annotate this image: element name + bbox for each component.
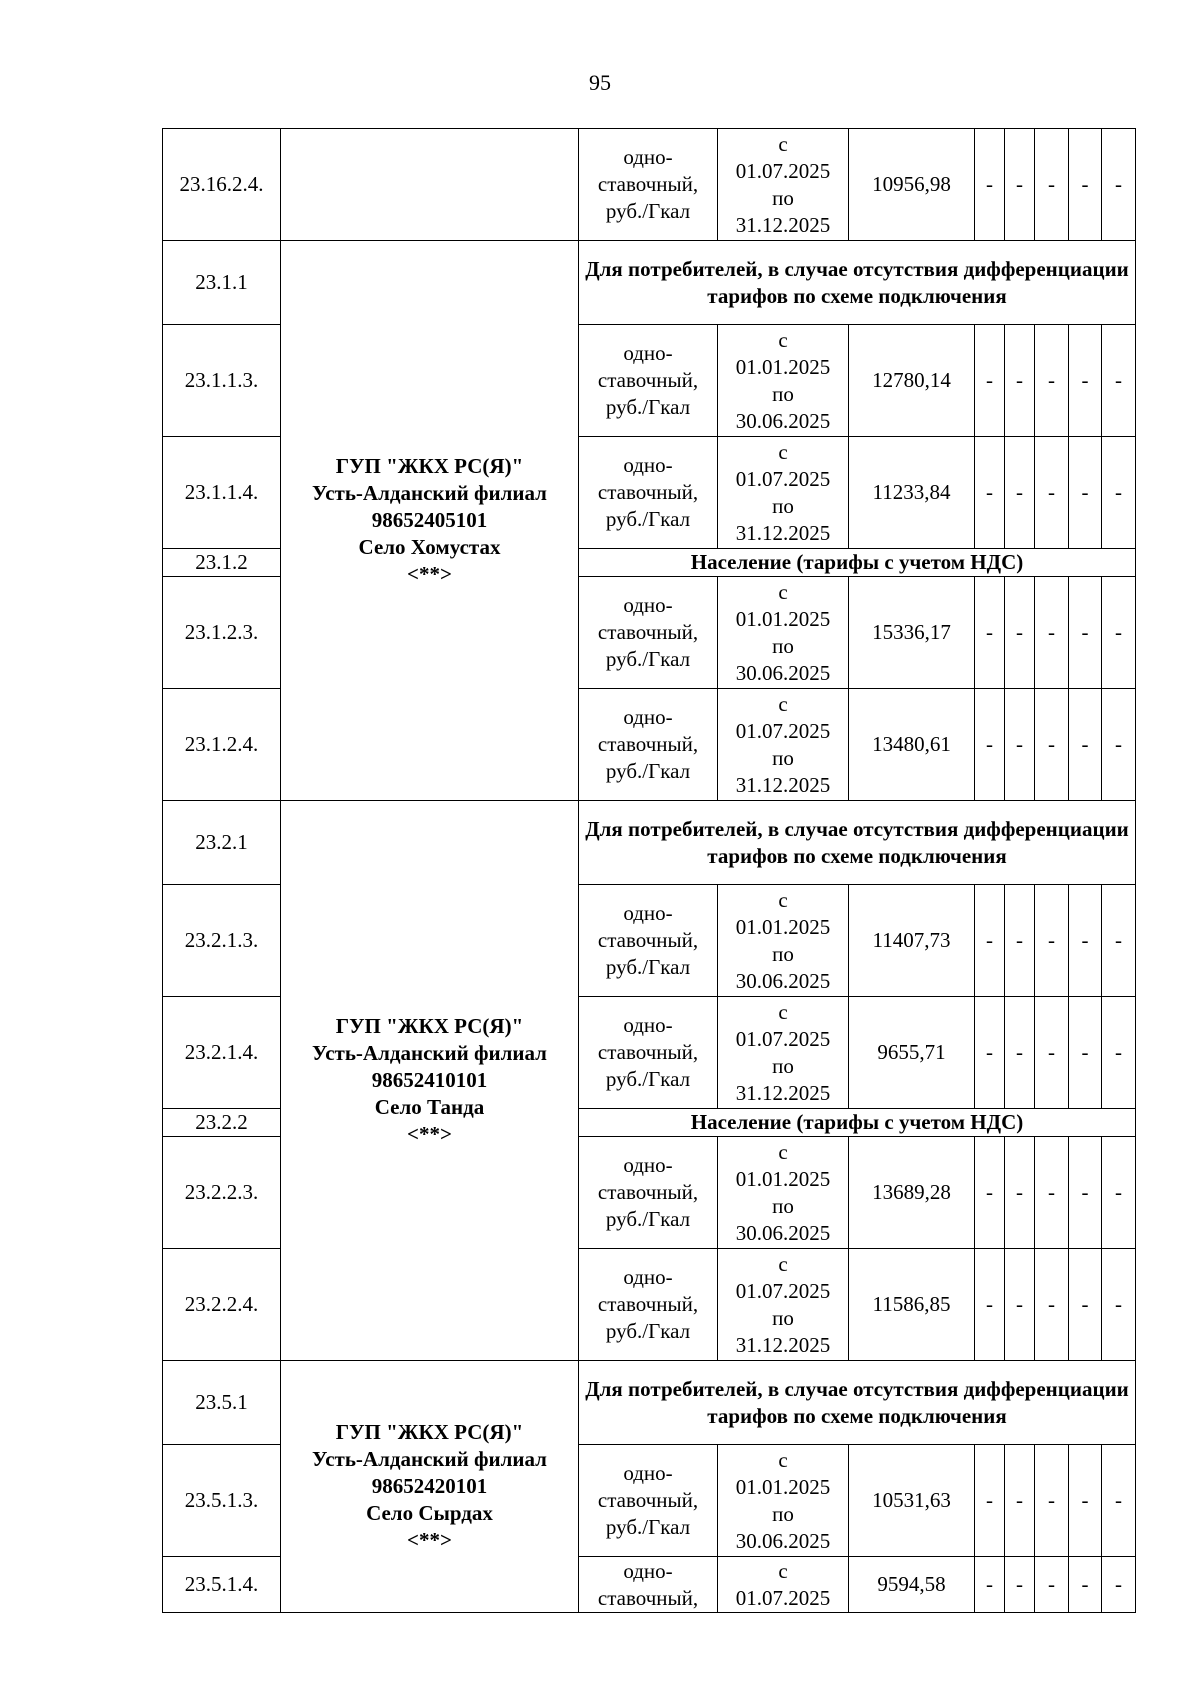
dash-cell: -: [1102, 885, 1136, 997]
section-header: Население (тарифы с учетом НДС): [579, 1109, 1136, 1137]
dash-cell: -: [1069, 1445, 1102, 1557]
dash-cell: -: [1069, 129, 1102, 241]
tariff-value: 13689,28: [849, 1137, 975, 1249]
section-header: Население (тарифы с учетом НДС): [579, 549, 1136, 577]
rate-type: одно- ставочный, руб./Гкал: [579, 1249, 718, 1361]
dash-cell: -: [1102, 437, 1136, 549]
row-code: 23.1.1: [163, 241, 281, 325]
row-code: 23.2.1: [163, 801, 281, 885]
dash-cell: -: [975, 577, 1005, 689]
dash-cell: -: [1069, 1557, 1102, 1613]
section-header: Для потребителей, в случае отсутствия дифференциации тарифов по схеме подключения: [579, 241, 1136, 325]
dash-cell: -: [1005, 129, 1035, 241]
table-row: [163, 241, 1136, 325]
row-code: 23.16.2.4.: [163, 129, 281, 241]
dash-cell: -: [1005, 1445, 1035, 1557]
tariff-value: 10531,63: [849, 1445, 975, 1557]
dash-cell: -: [975, 325, 1005, 437]
dash-cell: -: [975, 1557, 1005, 1613]
dash-cell: -: [1005, 1557, 1035, 1613]
table-row: [163, 1361, 1136, 1445]
dash-cell: -: [1035, 1137, 1069, 1249]
dash-cell: -: [1102, 1249, 1136, 1361]
rate-type: одно- ставочный, руб./Гкал: [579, 1445, 718, 1557]
dash-cell: -: [1102, 577, 1136, 689]
dash-cell: -: [1069, 1137, 1102, 1249]
tariff-value: 10956,98: [849, 129, 975, 241]
dash-cell: -: [1069, 885, 1102, 997]
org-cell-empty: [281, 129, 579, 241]
table-row: [163, 129, 1136, 241]
dash-cell: -: [1035, 1557, 1069, 1613]
rate-type: одно- ставочный,: [579, 1557, 718, 1613]
dash-cell: -: [1005, 997, 1035, 1109]
dash-cell: -: [1102, 1557, 1136, 1613]
period: с 01.07.2025 по 31.12.2025: [718, 437, 849, 549]
dash-cell: -: [975, 129, 1005, 241]
period: с 01.07.2025 по 31.12.2025: [718, 1249, 849, 1361]
row-code: 23.2.1.4.: [163, 997, 281, 1109]
dash-cell: -: [1005, 885, 1035, 997]
rate-type: одно- ставочный, руб./Гкал: [579, 997, 718, 1109]
tariff-value: 12780,14: [849, 325, 975, 437]
rate-type: одно- ставочный, руб./Гкал: [579, 325, 718, 437]
dash-cell: -: [1005, 1249, 1035, 1361]
tariff-value: 13480,61: [849, 689, 975, 801]
row-code: 23.1.2: [163, 549, 281, 577]
period: с 01.01.2025 по 30.06.2025: [718, 1445, 849, 1557]
row-code: 23.5.1.4.: [163, 1557, 281, 1613]
dash-cell: -: [1005, 437, 1035, 549]
row-code: 23.1.2.3.: [163, 577, 281, 689]
dash-cell: -: [1102, 1137, 1136, 1249]
dash-cell: -: [1035, 325, 1069, 437]
row-code: 23.1.1.3.: [163, 325, 281, 437]
dash-cell: -: [1035, 1249, 1069, 1361]
row-code: 23.1.1.4.: [163, 437, 281, 549]
dash-cell: -: [975, 885, 1005, 997]
dash-cell: -: [975, 997, 1005, 1109]
page-number: 95: [589, 70, 611, 95]
rate-type: одно- ставочный, руб./Гкал: [579, 689, 718, 801]
dash-cell: -: [1005, 1137, 1035, 1249]
row-code: 23.5.1.3.: [163, 1445, 281, 1557]
dash-cell: -: [1069, 577, 1102, 689]
dash-cell: -: [975, 1137, 1005, 1249]
section-header: Для потребителей, в случае отсутствия дифференциации тарифов по схеме подключения: [579, 801, 1136, 885]
dash-cell: -: [1102, 997, 1136, 1109]
rate-type: одно- ставочный, руб./Гкал: [579, 1137, 718, 1249]
organization-cell: ГУП "ЖКХ РС(Я)" Усть-Алданский филиал 98652410101 Село Танда <**>: [281, 801, 579, 1361]
dash-cell: -: [1035, 885, 1069, 997]
tariff-value: 9594,58: [849, 1557, 975, 1613]
dash-cell: -: [1102, 129, 1136, 241]
row-code: 23.1.2.4.: [163, 689, 281, 801]
row-code: 23.2.2: [163, 1109, 281, 1137]
table-row: [163, 801, 1136, 885]
period: с 01.07.2025 по 31.12.2025: [718, 689, 849, 801]
row-code: 23.2.2.3.: [163, 1137, 281, 1249]
period: с 01.01.2025 по 30.06.2025: [718, 325, 849, 437]
section-header: Для потребителей, в случае отсутствия дифференциации тарифов по схеме подключения: [579, 1361, 1136, 1445]
period: с 01.01.2025 по 30.06.2025: [718, 577, 849, 689]
dash-cell: -: [975, 689, 1005, 801]
rate-type: одно- ставочный, руб./Гкал: [579, 129, 718, 241]
dash-cell: -: [1035, 689, 1069, 801]
organization-cell: ГУП "ЖКХ РС(Я)" Усть-Алданский филиал 98652420101 Село Сырдах <**>: [281, 1361, 579, 1613]
dash-cell: -: [1035, 437, 1069, 549]
row-code: 23.2.1.3.: [163, 885, 281, 997]
period: с 01.01.2025 по 30.06.2025: [718, 885, 849, 997]
organization-cell: ГУП "ЖКХ РС(Я)" Усть-Алданский филиал 98652405101 Село Хомустах <**>: [281, 241, 579, 801]
period: с 01.07.2025 по 31.12.2025: [718, 997, 849, 1109]
tariff-value: 9655,71: [849, 997, 975, 1109]
dash-cell: -: [1069, 325, 1102, 437]
dash-cell: -: [1005, 689, 1035, 801]
dash-cell: -: [1069, 437, 1102, 549]
period: с 01.07.2025 по 31.12.2025: [718, 129, 849, 241]
rate-type: одно- ставочный, руб./Гкал: [579, 885, 718, 997]
dash-cell: -: [1035, 1445, 1069, 1557]
dash-cell: -: [1069, 689, 1102, 801]
tariff-value: 11407,73: [849, 885, 975, 997]
rate-type: одно- ставочный, руб./Гкал: [579, 577, 718, 689]
dash-cell: -: [1005, 325, 1035, 437]
dash-cell: -: [1102, 1445, 1136, 1557]
dash-cell: -: [1102, 325, 1136, 437]
dash-cell: -: [1069, 1249, 1102, 1361]
dash-cell: -: [1069, 997, 1102, 1109]
tariff-value: 11233,84: [849, 437, 975, 549]
dash-cell: -: [1035, 577, 1069, 689]
dash-cell: -: [1035, 129, 1069, 241]
tariff-value: 11586,85: [849, 1249, 975, 1361]
dash-cell: -: [1102, 689, 1136, 801]
dash-cell: -: [975, 1249, 1005, 1361]
tariff-table: [162, 128, 1136, 1613]
period: с 01.07.2025: [718, 1557, 849, 1613]
dash-cell: -: [1035, 997, 1069, 1109]
dash-cell: -: [1005, 577, 1035, 689]
rate-type: одно- ставочный, руб./Гкал: [579, 437, 718, 549]
period: с 01.01.2025 по 30.06.2025: [718, 1137, 849, 1249]
tariff-value: 15336,17: [849, 577, 975, 689]
dash-cell: -: [975, 437, 1005, 549]
tariff-table-body: [163, 129, 1136, 1613]
row-code: 23.2.2.4.: [163, 1249, 281, 1361]
row-code: 23.5.1: [163, 1361, 281, 1445]
dash-cell: -: [975, 1445, 1005, 1557]
